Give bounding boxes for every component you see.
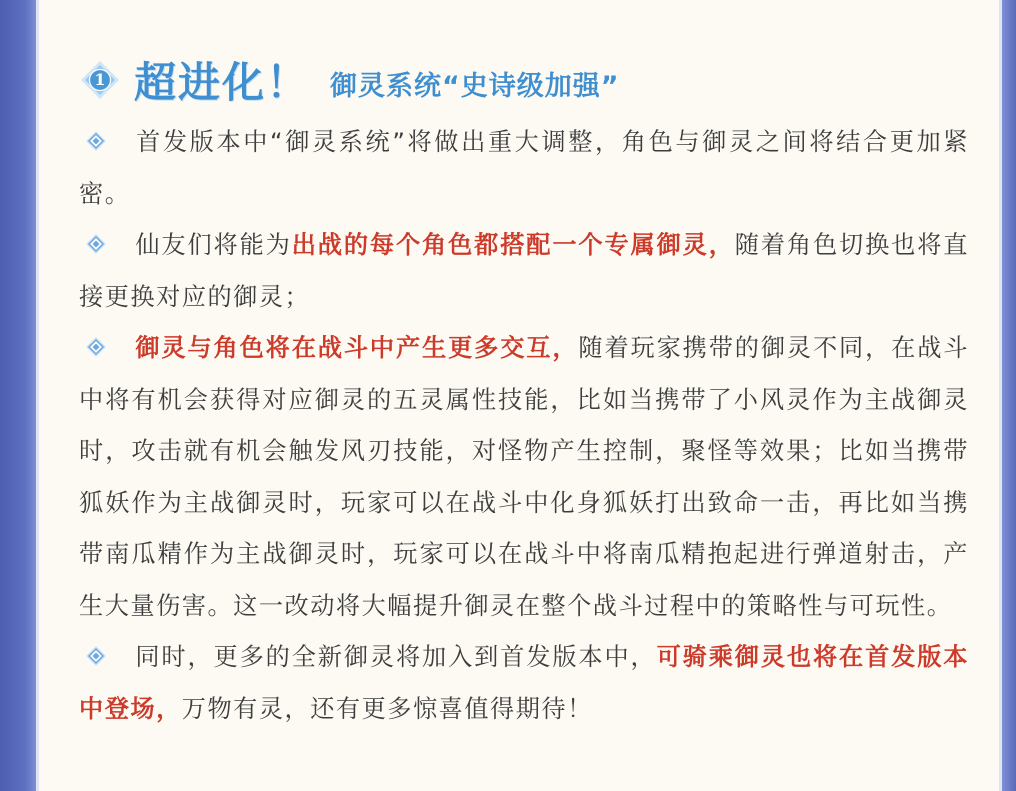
left-frame-border — [0, 0, 36, 791]
paragraph — [79, 220, 969, 323]
highlighted-text: 出战的每个角色都搭配一个专属御灵， — [291, 231, 735, 259]
section-number: 1 — [94, 70, 106, 89]
highlighted-text: 可骑乘御灵也将在首发版本中登场， — [79, 643, 969, 723]
paragraph-text: 同时，更多的全新御灵将加入到首发版本中， — [135, 643, 657, 671]
right-frame-border — [1002, 0, 1016, 791]
paragraph-text: 仙友们将能为 — [135, 231, 292, 259]
section-subtitle: 御灵系统“史诗级加强” — [330, 70, 620, 102]
section-title: 超进化！ — [134, 58, 311, 107]
diamond-bullet-icon — [79, 632, 135, 684]
diamond-bullet-icon — [79, 117, 135, 169]
paragraph — [79, 117, 969, 220]
paragraph-text: 首发版本中“御灵系统”将做出重大调整，角色与御灵之间将结合更加紧密。 — [79, 128, 969, 208]
article-body — [79, 117, 969, 735]
paragraph — [79, 632, 969, 735]
paragraph-text: 万物有灵，还有更多惊喜值得期待！ — [181, 694, 593, 723]
content-panel — [36, 0, 1002, 791]
diamond-bullet-icon — [79, 220, 135, 272]
section-heading — [80, 52, 620, 108]
highlighted-text: 御灵与角色将在战斗中产生更多交互， — [135, 334, 579, 362]
paragraph-text: 随着角色切换也将直接更换对应的御灵； — [79, 231, 969, 311]
number-badge-icon — [80, 60, 120, 100]
paragraph — [79, 323, 969, 632]
paragraph-text: 随着玩家携带的御灵不同，在战斗中将有机会获得对应御灵的五灵属性技能，比如当携带了小风灵作为主战御灵时，攻击就有机会触发风刃技能，对怪物产生控制，聚怪等效果；比如当携带狐妖作为主战御灵时，玩家可以在战斗中化身狐妖打出致命一击，再比如当携带南瓜精作为主战御灵时，玩家可以在战斗中将南瓜精抱起进行弹道射击，产生大量伤害。这一改动将大幅提升御灵在整个战斗过程中的策略性与可玩性。 — [79, 334, 969, 620]
diamond-bullet-icon — [79, 323, 135, 375]
